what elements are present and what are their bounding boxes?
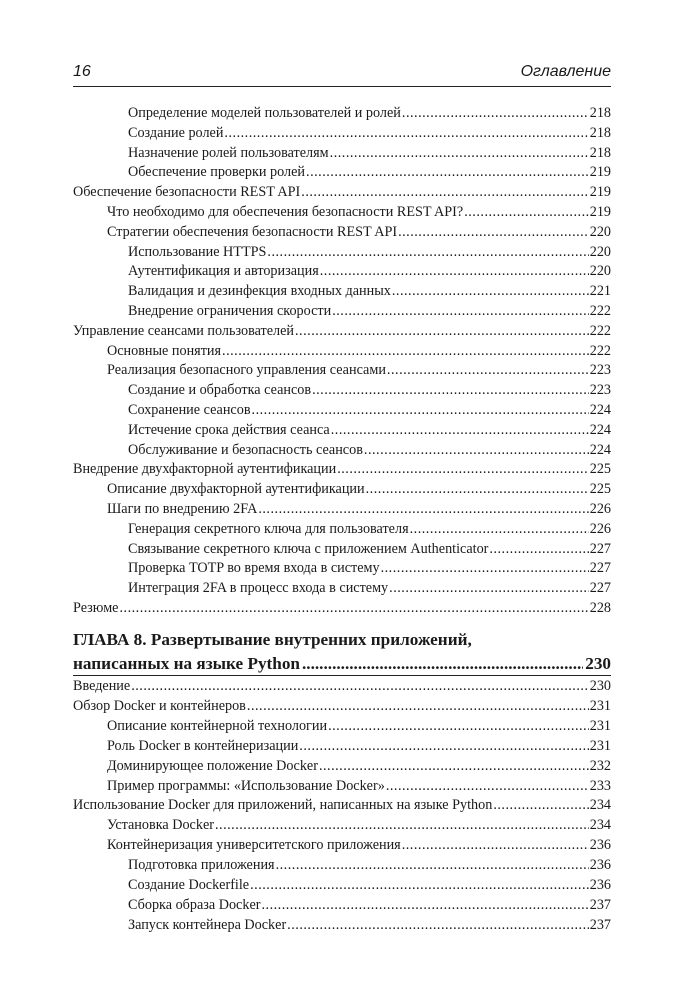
section-title: Оглавление (520, 63, 611, 80)
toc-entry-page: 231 (589, 737, 611, 754)
dot-leader (387, 362, 589, 379)
toc-entry (128, 164, 611, 183)
toc-entry-title: Введение (73, 678, 131, 694)
toc-entry-title: Обзор Docker и контейнеров (73, 697, 246, 714)
dot-leader (389, 580, 589, 597)
toc-entry (128, 897, 611, 916)
toc-entry (128, 442, 611, 461)
toc-entry-title: Истечение срока действия сеанса (128, 421, 330, 438)
chapter-title-line2: написанных на языке Python (73, 654, 300, 673)
toc-entry-title: Основные понятия (107, 342, 222, 359)
toc-entry (73, 461, 611, 480)
dot-leader (224, 125, 588, 142)
toc-entry (128, 244, 611, 263)
dot-leader (330, 145, 589, 162)
dot-leader (131, 678, 589, 695)
toc-entry (73, 600, 611, 619)
toc-entry-page: 220 (589, 223, 611, 240)
dot-leader (119, 600, 588, 617)
dot-leader (247, 698, 589, 715)
toc-entry (128, 560, 611, 579)
toc-entry-page: 223 (589, 382, 611, 399)
toc-entry-title: Создание и обработка сеансов (128, 382, 312, 399)
toc-entry-page: 222 (589, 303, 611, 319)
toc-entry (73, 323, 611, 342)
dot-leader (331, 422, 589, 439)
dot-leader (392, 283, 589, 300)
toc-entry (128, 145, 611, 164)
toc-entry (107, 204, 611, 223)
toc-entry-title: Что необходимо для обеспечения безопасности REST API? (107, 204, 464, 220)
toc-entry (107, 224, 611, 243)
toc-entry (128, 402, 611, 421)
dot-leader (366, 481, 589, 498)
toc-entry-title: Сохранение сеансов (128, 402, 251, 418)
toc-entry-page: 237 (589, 896, 611, 913)
toc-entry (107, 362, 611, 381)
toc-entry (128, 857, 611, 876)
toc-entry (128, 303, 611, 322)
dot-leader (398, 224, 589, 241)
toc-entry-page: 219 (589, 184, 611, 201)
toc-entry-title: Определение моделей пользователей и ролей (128, 105, 401, 121)
chapter-title-line1: ГЛАВА 8. Развертывание внутренних приложений, (73, 630, 472, 649)
dot-leader (301, 184, 588, 201)
toc-entry (107, 501, 611, 520)
toc-entry-page: 220 (589, 243, 611, 260)
dot-leader (287, 917, 589, 934)
toc-entry-page: 236 (589, 857, 611, 874)
toc-entry-page: 236 (589, 877, 611, 893)
toc-entry (128, 263, 611, 282)
toc-entry-page: 219 (589, 204, 611, 220)
toc-entry-title: Шаги по внедрению 2FA (107, 501, 258, 517)
toc-entry-page: 225 (589, 481, 611, 498)
toc-entry-title: Описание контейнерной технологии (107, 717, 328, 734)
page-number: 16 (73, 63, 91, 80)
toc-entry (73, 678, 611, 697)
toc-entry-page: 224 (589, 441, 611, 458)
toc-entry-title: Роль Docker в контейнеризации (107, 737, 299, 754)
toc-entry (128, 382, 611, 401)
toc-entry (107, 837, 611, 856)
toc-entry-page: 227 (589, 540, 611, 557)
toc-entry-title: Запуск контейнера Docker (128, 916, 287, 933)
chapter-title-line2-row (73, 654, 611, 674)
dot-leader (332, 303, 589, 320)
toc-entry-title: Резюме (73, 600, 119, 616)
dot-leader (328, 718, 589, 735)
toc-entry-page: 232 (589, 757, 611, 774)
dot-leader (222, 343, 589, 360)
toc-entry-title: Создание Dockerfile (128, 877, 250, 893)
dot-leader (319, 758, 589, 775)
toc-entry (128, 877, 611, 896)
toc-entry (128, 105, 611, 124)
toc-entry (107, 758, 611, 777)
toc-entry (107, 481, 611, 500)
toc-entry-title: Интеграция 2FA в процесс входа в систему (128, 580, 389, 597)
toc-entry-title: Контейнеризация университетского приложения (107, 837, 401, 854)
toc-entry (128, 917, 611, 936)
dot-leader (381, 560, 589, 577)
toc-entry (128, 521, 611, 540)
dot-leader (402, 105, 589, 122)
toc-entry-title: Использование Docker для приложений, написанных на языке Python (73, 797, 493, 814)
dot-leader (312, 382, 589, 399)
toc-entry-page: 224 (589, 421, 611, 438)
toc-entry (107, 343, 611, 362)
toc-entry-page: 228 (589, 600, 611, 616)
toc-entry-page: 222 (589, 322, 611, 339)
toc-entry-page: 218 (589, 124, 611, 141)
toc-entry-page: 231 (589, 697, 611, 714)
toc-entry-title: Использование HTTPS (128, 243, 267, 260)
toc-entry-page: 230 (589, 678, 611, 694)
chapter-page-number: 230 (585, 654, 611, 673)
toc-entry-title: Обслуживание и безопасность сеансов (128, 441, 363, 458)
chapter-rule (73, 675, 611, 676)
toc-entry (73, 184, 611, 203)
toc-entry-page: 218 (589, 105, 611, 121)
toc-entry-title: Внедрение двухфакторной аутентификации (73, 461, 337, 478)
dot-leader (276, 857, 589, 874)
dot-leader (302, 654, 583, 674)
toc-entry-page: 219 (589, 164, 611, 181)
toc-entry-title: Сборка образа Docker (128, 896, 261, 913)
toc-entry (128, 125, 611, 144)
toc-entry-title: Проверка TOTP во время входа в систему (128, 560, 380, 577)
dot-leader (261, 897, 588, 914)
toc-entry-title: Управление сеансами пользователей (73, 322, 294, 339)
dot-leader (386, 778, 589, 795)
dot-leader (364, 442, 589, 459)
dot-leader (306, 164, 589, 181)
toc-entry-page: 226 (589, 520, 611, 537)
toc-entry-title: Реализация безопасного управления сеансами (107, 362, 386, 379)
toc-entry-page: 231 (589, 717, 611, 734)
toc-entry-title: Обеспечение проверки ролей (128, 164, 306, 181)
toc-entry-page: 233 (589, 777, 611, 794)
toc-entry-title: Внедрение ограничения скорости (128, 303, 332, 319)
toc-entry-page: 227 (589, 560, 611, 577)
toc-entry-page: 237 (589, 916, 611, 933)
toc-entry-title: Обеспечение безопасности REST API (73, 184, 301, 201)
toc-entry (128, 422, 611, 441)
toc-entry-page: 234 (589, 817, 611, 834)
dot-leader (252, 402, 589, 419)
toc-entry (107, 718, 611, 737)
toc-entry-title: Подготовка приложения (128, 857, 275, 874)
dot-leader (258, 501, 588, 518)
toc-entry-page: 223 (589, 362, 611, 379)
running-header (73, 63, 611, 85)
toc-entry (73, 797, 611, 816)
toc-entry-page: 236 (589, 837, 611, 854)
toc-entry-title: Создание ролей (128, 124, 224, 141)
toc-entry-title: Связывание секретного ключа с приложением Authenticator (128, 540, 489, 557)
dot-leader (320, 263, 589, 280)
toc-entry-page: 224 (589, 402, 611, 418)
toc-entry (107, 817, 611, 836)
toc-entry-title: Пример программы: «Использование Docker» (107, 777, 385, 794)
dot-leader (402, 837, 589, 854)
toc-entry-page: 234 (589, 797, 611, 814)
toc-entry (128, 283, 611, 302)
toc-entry-page: 220 (589, 263, 611, 280)
dot-leader (410, 521, 589, 538)
toc-entry-title: Валидация и дезинфекция входных данных (128, 283, 391, 300)
dot-leader (215, 817, 589, 834)
toc-entry-title: Описание двухфакторной аутентификации (107, 481, 365, 498)
toc-entry (73, 698, 611, 717)
toc-entry (128, 580, 611, 599)
toc-entry-page: 218 (589, 144, 611, 161)
dot-leader (267, 244, 588, 261)
toc-entry (107, 738, 611, 757)
toc-entry-title: Установка Docker (107, 817, 214, 834)
header-rule (73, 86, 611, 87)
dot-leader (250, 877, 589, 894)
toc-entry-title: Аутентификация и авторизация (128, 263, 319, 280)
toc-entry-title: Доминирующее положение Docker (107, 757, 318, 774)
toc-entry (107, 778, 611, 797)
toc-entry-title: Стратегии обеспечения безопасности REST API (107, 223, 398, 240)
toc-entry-title: Генерация секретного ключа для пользователя (128, 520, 409, 537)
dot-leader (493, 797, 588, 814)
toc-entry-page: 225 (589, 461, 611, 478)
toc-entry-page: 227 (589, 580, 611, 597)
toc-entry (128, 541, 611, 560)
dot-leader (299, 738, 588, 755)
dot-leader (464, 204, 589, 221)
toc-entry-page: 221 (589, 283, 611, 300)
dot-leader (489, 541, 588, 558)
toc-entry-title: Назначение ролей пользователям (128, 144, 329, 161)
dot-leader (337, 461, 589, 478)
dot-leader (295, 323, 589, 340)
toc-entry-page: 226 (589, 501, 611, 517)
toc-entry-page: 222 (589, 342, 611, 359)
